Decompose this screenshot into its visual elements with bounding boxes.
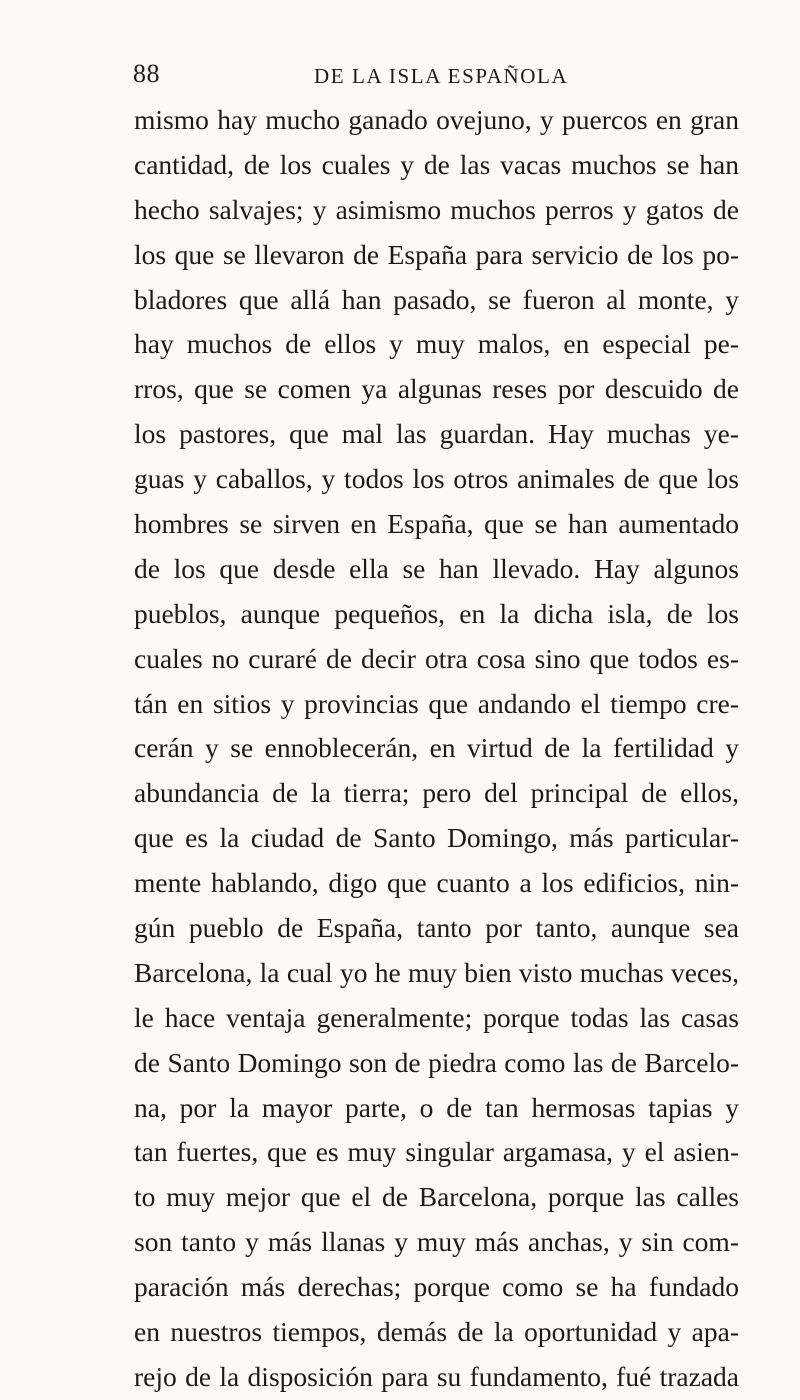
text-line: abundancia de la tierra; pero del principal de ellos, [134,777,739,809]
text-line: de Santo Domingo son de piedra como las de Barcelo- [134,1046,739,1078]
text-line: hay muchos de ellos y muy malos, en especial pe- [134,328,739,360]
text-line: son tanto y más llanas y muy más anchas, y sin com- [134,1226,739,1258]
text-line: los pastores, que mal las guardan. Hay muchas ye- [134,418,739,450]
text-line: le hace ventaja generalmente; porque todas las casas [134,1001,739,1033]
text-line: los que se llevaron de España para servicio de los po- [134,238,739,270]
text-line: guas y caballos, y todos los otros animales de que los [134,463,739,495]
text-line: mismo hay mucho ganado ovejuno, y puercos en gran [134,104,739,135]
text-line: gún pueblo de España, tanto por tanto, aunque sea [134,912,739,944]
text-line: rejo de la disposición para su fundamento, fué trazada [134,1360,739,1392]
text-line: que es la ciudad de Santo Domingo, más particular- [134,822,739,854]
text-line: en nuestros tiempos, demás de la oportunidad y apa- [134,1316,739,1348]
page-number: 88 [133,59,160,88]
text-line: cerán y se ennoblecerán, en virtud de la fertilidad y [134,732,739,764]
text-line: mente hablando, digo que cuanto a los edificios, nin- [134,867,739,899]
text-line: rros, que se comen ya algunas reses por descuido de [134,373,739,405]
text-line: pueblos, aunque pequeños, en la dicha isla, de los [134,597,739,629]
text-line: cuales no curaré de decir otra cosa sino que todos es- [134,642,739,674]
text-line: tan fuertes, que es muy singular argamasa, y el asien- [134,1136,739,1168]
running-title: DE LA ISLA ESPAÑOLA [314,64,569,88]
text-line: to muy mejor que el de Barcelona, porque las calles [134,1181,739,1213]
text-line: Barcelona, la cual yo he muy bien visto muchas veces, [134,956,739,988]
text-line: bladores que allá han pasado, se fueron al monte, y [134,283,739,315]
text-line: cantidad, de los cuales y de las vacas muchos se han [134,148,739,180]
text-line: paración más derechas; porque como se ha fundado [134,1271,739,1303]
text-line: hecho salvajes; y asimismo muchos perros y gatos de [134,193,739,225]
body-text [134,98,739,1400]
text-line: na, por la mayor parte, o de tan hermosas tapias y [134,1091,739,1123]
text-line: tán en sitios y provincias que andando el tiempo cre- [134,687,739,719]
running-head [133,58,738,98]
text-line: de los que desde ella se han llevado. Hay algunos [134,552,739,584]
text-line: hombres se sirven en España, que se han aumentado [134,508,739,540]
